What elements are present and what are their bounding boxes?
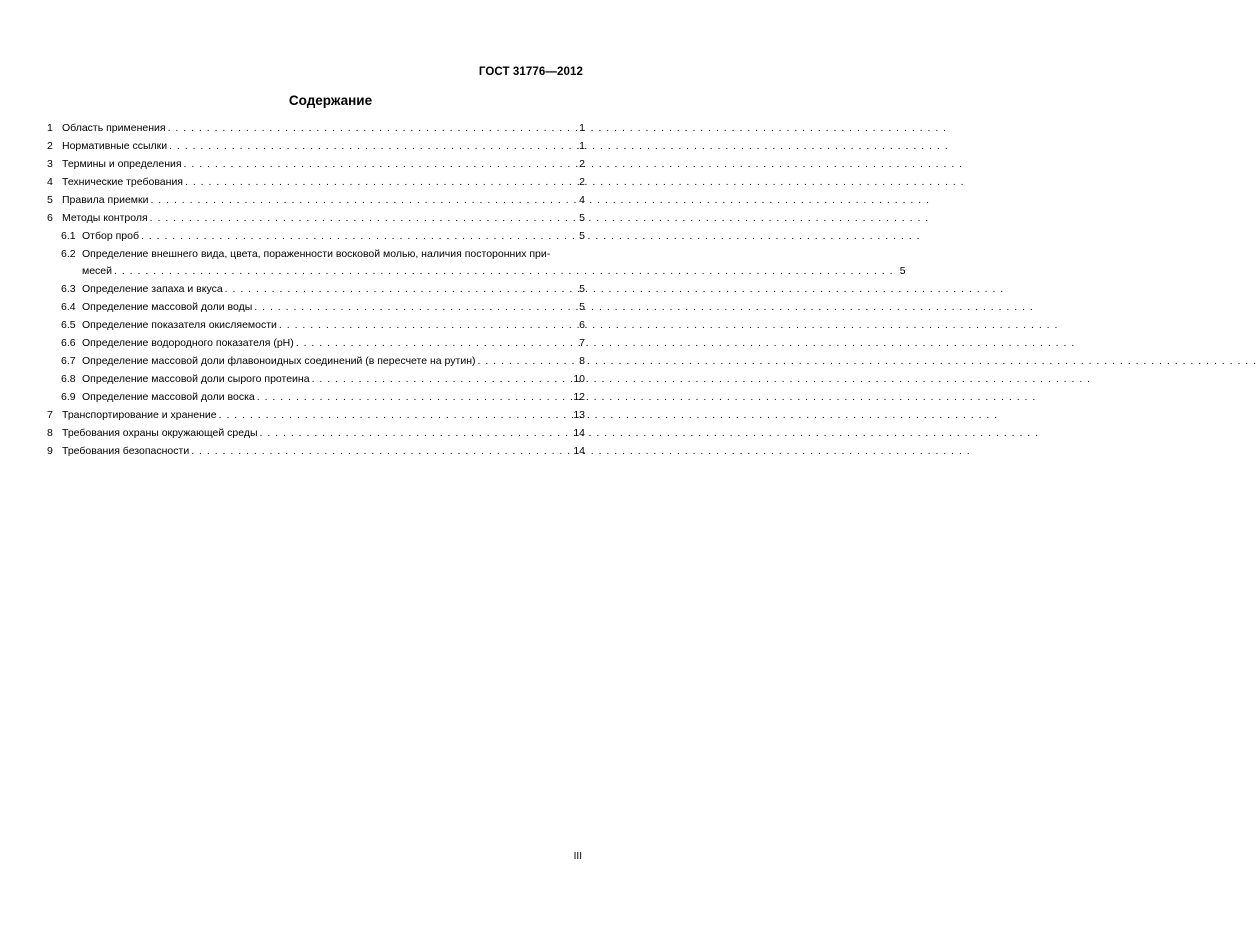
leader-dots (296, 337, 1076, 350)
toc-entry-page: 5 (579, 301, 585, 313)
leader-dots (168, 122, 948, 135)
leader-dots (114, 265, 894, 278)
toc-entry-title: Термины и определения (62, 158, 182, 170)
toc-entry-6-4[interactable] (47, 301, 585, 314)
toc-entry-number: 6.4 (61, 301, 76, 313)
toc-entry-title: Определение массовой доли воска (82, 391, 255, 403)
toc-entry-title: Определение массовой доли сырого протеина (82, 373, 310, 385)
toc-entry-title: Нормативные ссылки (62, 140, 168, 152)
toc-entry-page: 14 (573, 427, 585, 439)
toc-entry-title: Требования охраны окружающей среды (62, 427, 258, 439)
toc-entry-number: 6.9 (61, 391, 76, 403)
toc-entry-number: 7 (47, 409, 53, 421)
toc-entry-title: Требования безопасности (62, 445, 190, 457)
toc-entry-title: Определение запаха и вкуса (82, 283, 223, 295)
toc-entry-page: 12 (573, 391, 585, 403)
toc-entry-5[interactable] (47, 194, 585, 207)
toc-entry-9[interactable] (47, 445, 585, 458)
toc-entry-6-1[interactable] (47, 230, 585, 243)
toc-entry-number: 6.3 (61, 283, 76, 295)
toc-entry-6-9[interactable] (47, 391, 585, 404)
toc-entry-page: 1 (579, 122, 585, 134)
toc-entry-page: 2 (579, 158, 585, 170)
leader-dots (219, 409, 999, 422)
toc-entry-6[interactable] (47, 212, 585, 225)
toc-entry-title-line2: месей (82, 265, 113, 277)
toc-entry-title: Методы контроля (62, 212, 148, 224)
toc-entry-page: 5 (899, 265, 906, 277)
leader-dots (312, 373, 1092, 386)
leader-dots (141, 230, 921, 243)
document-code: ГОСТ 31776—2012 (478, 66, 583, 78)
toc-entry-number: 9 (47, 445, 53, 457)
toc-entry-page: 14 (573, 445, 585, 457)
toc-entry-number: 6.7 (61, 355, 76, 367)
leader-dots (150, 212, 930, 225)
leader-dots (254, 301, 1034, 314)
toc-entry-page: 7 (579, 337, 585, 349)
toc-entry-page: 6 (579, 319, 585, 331)
toc-entry-2[interactable] (47, 140, 585, 153)
toc-entry-6-6[interactable] (47, 337, 585, 350)
table-of-contents (47, 122, 906, 463)
toc-entry-number: 3 (47, 158, 53, 170)
toc-entry-6-8[interactable] (47, 373, 585, 386)
toc-entry-page: 5 (579, 212, 585, 224)
toc-entry-page: 10 (573, 373, 585, 385)
toc-entry-title: Правила приемки (62, 194, 149, 206)
toc-entry-number: 6 (47, 212, 53, 224)
toc-entry-page: 5 (579, 230, 585, 242)
toc-entry-number: 6.5 (61, 319, 76, 331)
leader-dots (257, 391, 1037, 404)
leader-dots (225, 283, 1005, 296)
toc-entry-number: 4 (47, 176, 53, 188)
toc-entry-1[interactable] (47, 122, 585, 135)
toc-entry-page: 2 (579, 176, 585, 188)
leader-dots (260, 427, 1040, 440)
toc-entry-page: 4 (579, 194, 585, 206)
toc-entry-6-3[interactable] (47, 283, 585, 296)
page-number: III (573, 851, 582, 862)
toc-entry-title: Определение массовой доли воды (82, 301, 253, 313)
toc-entry-7[interactable] (47, 409, 585, 422)
toc-entry-page: 5 (579, 283, 585, 295)
toc-entry-title: Область применения (62, 122, 166, 134)
toc-entry-title: Транспортирование и хранение (62, 409, 217, 421)
toc-entry-title: Технические требования (62, 176, 183, 188)
leader-dots (169, 140, 949, 153)
toc-entry-title: Определение показателя окисляемости (82, 319, 277, 331)
toc-entry-6-2[interactable] (47, 248, 906, 278)
toc-entry-page: 13 (573, 409, 585, 421)
leader-dots (150, 194, 930, 207)
toc-entry-title: Определение массовой доли флавоноидных соединений (в пересчете на рутин) (82, 355, 476, 367)
toc-entry-number: 6.8 (61, 373, 76, 385)
toc-entry-number: 6.6 (61, 337, 76, 349)
toc-entry-4[interactable] (47, 176, 585, 189)
toc-entry-number: 5 (47, 194, 53, 206)
toc-title: Содержание (288, 93, 373, 108)
leader-dots (279, 319, 1059, 332)
toc-entry-number: 6.2 (61, 248, 76, 260)
toc-entry-page: 8 (579, 355, 585, 367)
toc-entry-title: Отбор проб (82, 230, 139, 242)
toc-entry-page: 1 (579, 140, 585, 152)
toc-entry-6-5[interactable] (47, 319, 585, 332)
leader-dots (478, 355, 1257, 368)
toc-entry-title-line1: Определение внешнего вида, цвета, пораженности восковой молью, наличия посторонних при- (82, 248, 551, 260)
toc-entry-number: 8 (47, 427, 53, 439)
toc-entry-number: 1 (47, 122, 53, 134)
toc-entry-6-7[interactable] (47, 355, 585, 368)
toc-entry-number: 6.1 (61, 230, 76, 242)
leader-dots (184, 158, 964, 171)
toc-entry-number: 2 (47, 140, 53, 152)
toc-entry-3[interactable] (47, 158, 585, 171)
toc-entry-8[interactable] (47, 427, 585, 440)
toc-entry-title: Определение водородного показателя (рН) (82, 337, 294, 349)
